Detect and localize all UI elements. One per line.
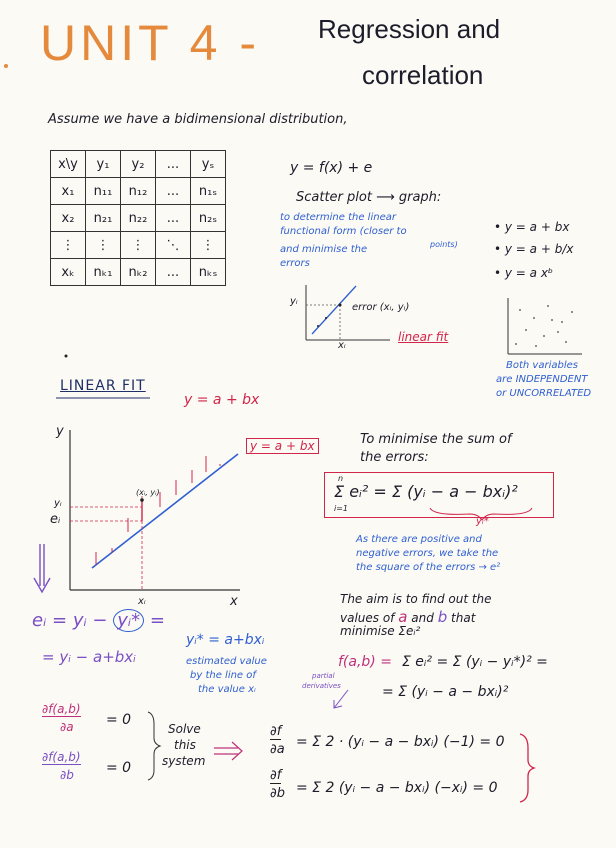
big-plot-xi: xᵢ	[138, 596, 146, 607]
title-correlation: correlation	[362, 60, 484, 90]
solve-line-1: Solve	[168, 722, 201, 736]
table-cell: x₂	[51, 205, 86, 232]
yi-star-def-1: yᵢ* = a+bxᵢ	[186, 632, 265, 648]
small-plot-error: error (xᵢ, yᵢ)	[352, 302, 410, 313]
sum-formula: Σ eᵢ² = Σ (yᵢ − a − bxᵢ)²	[334, 482, 518, 501]
big-plot-line-label: y = a + bx	[246, 438, 319, 454]
table-cell: ⋮	[191, 232, 226, 259]
table-cell: x\y	[51, 151, 86, 178]
aim-that: that	[451, 611, 476, 625]
sum-upper: n	[338, 474, 344, 483]
independent-line-2: are INDEPENDENT	[496, 374, 588, 385]
partial-a-zero: = 0	[106, 712, 132, 728]
ei-def-line: eᵢ = yᵢ −	[32, 610, 108, 631]
table-cell: ⋮	[51, 232, 86, 259]
partial-b-num: ∂f(a,b)	[42, 750, 81, 764]
down-arrow-icon	[34, 544, 50, 592]
fab-lhs: f(a,b) =	[338, 654, 392, 670]
implies-arrow-icon	[214, 742, 242, 760]
table-cell: ⋮	[121, 232, 156, 259]
yi-star-def-2: estimated value	[186, 656, 267, 667]
independent-line-1: Both variables	[506, 360, 578, 371]
yi-star-def-3: by the line of	[190, 670, 256, 681]
title-regression: Regression and	[318, 14, 501, 44]
table-cell: x₁	[51, 178, 86, 205]
determine-note: points)	[430, 240, 458, 249]
ei-def-eq: =	[149, 610, 165, 631]
system-eq-1: = Σ 2 · (yᵢ − a − bxᵢ) (−1) = 0	[296, 734, 505, 750]
big-plot-x-axis: x	[230, 594, 238, 609]
system-da: ∂a	[270, 742, 285, 757]
linear-fit-heading: LINEAR FIT	[60, 378, 146, 394]
aim-line-1: The aim is to find out the	[340, 592, 492, 606]
solve-line-2: this	[174, 738, 196, 752]
form-hyperbolic: • y = a + b/x	[494, 242, 574, 256]
determine-line-1: to determine the linear	[280, 212, 396, 223]
aim-line-3: minimise Σeᵢ²	[340, 624, 421, 638]
small-plot-yi: yᵢ	[290, 296, 298, 307]
big-regression-plot	[70, 430, 240, 590]
fab-rhs-1: Σ eᵢ² = Σ (yᵢ − yᵢ*)² =	[402, 654, 548, 670]
table-cell: n₂₁	[86, 205, 121, 232]
table-cell: y₁	[86, 151, 121, 178]
partial-note-1: partial	[312, 672, 335, 680]
positive-line-1: As there are positive and	[356, 534, 482, 545]
main-equation: y = f(x) + e	[290, 160, 373, 176]
big-plot-ei: eᵢ	[50, 512, 61, 527]
uncorrelated-scatter	[508, 298, 582, 354]
small-plot-xi: xᵢ	[338, 340, 346, 351]
system-db: ∂b	[270, 786, 285, 801]
scatter-text: Scatter plot ⟶ graph:	[296, 190, 442, 205]
table-cell: n₁₁	[86, 178, 121, 205]
big-plot-y-axis: y	[56, 424, 64, 439]
table-cell: nₖ₂	[121, 259, 156, 286]
sum-yi-star: yᵢ*	[476, 516, 489, 527]
big-plot-point-label: (xᵢ, yᵢ)	[136, 488, 160, 497]
table-cell: ⋱	[156, 232, 191, 259]
minimise-line-1: To minimise the sum of	[360, 432, 512, 447]
table-cell: nₖₛ	[191, 259, 226, 286]
small-scatter-plot	[306, 285, 390, 340]
independent-line-3: or UNCORRELATED	[496, 388, 592, 399]
solve-line-3: system	[162, 754, 206, 768]
table-cell: xₖ	[51, 259, 86, 286]
yi-star-def-4: the value xᵢ	[198, 684, 256, 695]
aim-and: and	[411, 611, 434, 625]
form-power: • y = a xᵇ	[494, 266, 554, 280]
table-cell: ...	[156, 178, 191, 205]
intro-text: Assume we have a bidimensional distribution,	[48, 112, 348, 127]
table-cell: n₁ₛ	[191, 178, 226, 205]
positive-line-2: negative errors, we take the	[356, 548, 499, 559]
table-cell: y₂	[121, 151, 156, 178]
big-plot-yi: yᵢ	[54, 498, 62, 509]
partial-a-num: ∂f(a,b)	[42, 702, 81, 716]
aim-var-a: a	[398, 608, 408, 626]
aim-var-b: b	[437, 608, 448, 626]
sum-lower: i=1	[334, 504, 349, 513]
partial-a-den: ∂a	[60, 720, 74, 734]
linear-fit-equation: y = a + bx	[184, 392, 260, 408]
determine-line-2: functional form (closer to	[280, 226, 407, 237]
system-df-1: ∂f	[270, 724, 282, 739]
table-cell: nₖ₁	[86, 259, 121, 286]
fab-rhs-2: = Σ (yᵢ − a − bxᵢ)²	[382, 684, 509, 700]
partial-arrow-icon	[334, 690, 348, 708]
determine-line-3: and minimise the	[280, 244, 368, 255]
ei-def-line-2: = yᵢ − a+bxᵢ	[42, 648, 136, 666]
table-cell: yₛ	[191, 151, 226, 178]
system-eq-2: = Σ 2 (yᵢ − a − bxᵢ) (−xᵢ) = 0	[296, 780, 498, 796]
partial-b-den: ∂b	[60, 768, 74, 782]
table-cell: ...	[156, 151, 191, 178]
table-cell: ...	[156, 259, 191, 286]
ei-def-yi-star: yᵢ*	[113, 609, 144, 632]
determine-line-4: errors	[280, 258, 310, 269]
margin-dot	[4, 64, 8, 68]
table-cell: n₁₂	[121, 178, 156, 205]
form-linear: • y = a + bx	[494, 220, 570, 234]
positive-line-3: the square of the errors → e²	[356, 562, 501, 573]
table-cell: n₂ₛ	[191, 205, 226, 232]
table-cell: ⋮	[86, 232, 121, 259]
partial-note-2: derivatives	[302, 682, 341, 690]
minimise-line-2: the errors:	[360, 450, 429, 465]
table-cell: n₂₂	[121, 205, 156, 232]
linear-fit-label: linear fit	[398, 330, 449, 344]
partial-b-zero: = 0	[106, 760, 132, 776]
system-df-2: ∂f	[270, 768, 282, 783]
unit-title: UNIT 4 -	[40, 15, 260, 71]
aim-values-of: values of	[340, 611, 395, 625]
table-cell: ...	[156, 205, 191, 232]
